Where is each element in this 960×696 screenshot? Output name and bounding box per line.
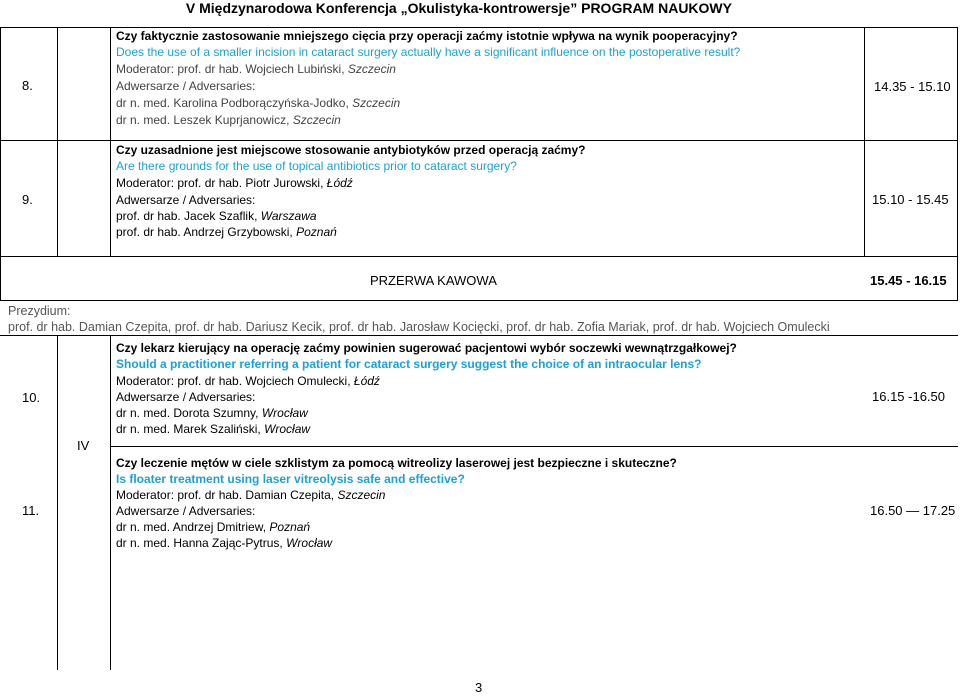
session-time: 14.35 - 15.10: [874, 79, 951, 94]
table-col-left: [0, 256, 1, 301]
table-border: [0, 300, 958, 301]
break-time: 15.45 - 16.15: [870, 273, 947, 288]
table-col-title: [110, 27, 111, 257]
moderator: Moderator: prof. dr hab. Damian Czepita, Szczecin: [116, 488, 386, 502]
session-number: 8.: [22, 78, 33, 93]
question-en: Should a practitioner referring a patient for cataract surgery suggest the choice of an intraocular lens?: [116, 357, 702, 371]
question-pl: Czy uzasadnione jest miejscowe stosowanie antybiotyków przed operacją zaćmy?: [116, 143, 586, 157]
adversaries-label: Adwersarze / Adversaries:: [116, 193, 256, 207]
speaker: dr n. med. Karolina Podborączyńska-Jodko, Szczecin: [116, 96, 401, 110]
session-time: 16.15 -16.50: [872, 389, 946, 404]
question-en: Does the use of a smaller incision in cataract surgery actually have a significant influence on the postoperative result?: [116, 45, 741, 59]
speaker: dr n. med. Hanna Zając-Pytrus, Wrocław: [116, 536, 333, 550]
table-col-num: [57, 335, 58, 670]
session-number: 9.: [22, 192, 33, 207]
moderator: Moderator: prof. dr hab. Wojciech Omulecki, Łódź: [116, 374, 380, 388]
presidium-label: Prezydium:: [8, 304, 71, 318]
table-col-right: [957, 27, 958, 257]
table-col-left: [0, 27, 1, 257]
question-en: Are there grounds for the use of topical antibiotics prior to cataract surgery?: [116, 159, 517, 173]
adversaries-label: Adwersarze / Adversaries:: [116, 504, 256, 518]
speaker: dr n. med. Marek Szaliński, Wrocław: [116, 422, 311, 436]
presidium-names: prof. dr hab. Damian Czepita, prof. dr hab. Dariusz Kecik, prof. dr hab. Jarosław Kocięcki, prof. dr hab. Zofia Mariak, prof. dr hab. Wojciech Omulecki: [8, 320, 830, 334]
table-border: [110, 256, 958, 257]
moderator: Moderator: prof. dr hab. Wojciech Lubiński, Szczecin: [116, 62, 396, 76]
question-pl: Czy leczenie mętów w ciele szklistym za pomocą witreolizy laserowej jest bezpieczne i skuteczne?: [116, 456, 677, 470]
table-col-time: [864, 27, 865, 257]
session-time: 15.10 - 15.45: [872, 192, 949, 207]
session-time: 16.50 — 17.25: [870, 503, 956, 518]
question-en: Is floater treatment using laser vitreolysis safe and effective?: [116, 472, 465, 486]
speaker: dr n. med. Dorota Szumny, Wrocław: [116, 406, 308, 420]
table-col-right: [957, 256, 958, 301]
table-border: [0, 335, 958, 336]
session-number: 10.: [22, 390, 41, 405]
table-row-divider: [110, 446, 958, 447]
session-number: 11.: [22, 503, 40, 518]
table-col-num: [57, 27, 58, 257]
moderator: Moderator: prof. dr hab. Piotr Jurowski, Łódź: [116, 176, 353, 190]
table-col-title: [110, 335, 111, 670]
page-title: V Międzynarodowa Konferencja „Okulistyka-kontrowersje” PROGRAM NAUKOWY: [185, 0, 732, 16]
speaker: dr n. med. Leszek Kuprjanowicz, Szczecin: [116, 113, 341, 127]
adversaries-label: Adwersarze / Adversaries:: [116, 390, 256, 404]
break-label: PRZERWA KAWOWA: [370, 273, 497, 288]
speaker: dr n. med. Andrzej Dmitriew, Poznań: [116, 520, 311, 534]
block-label: IV: [77, 438, 90, 453]
speaker: prof. dr hab. Jacek Szaflik, Warszawa: [116, 209, 317, 223]
speaker: prof. dr hab. Andrzej Grzybowski, Poznań: [116, 225, 337, 239]
question-pl: Czy faktycznie zastosowanie mniejszego cięcia przy operacji zaćmy istotnie wpływa na wynik pooperacyjny?: [116, 29, 738, 43]
page-number: 3: [475, 680, 483, 695]
question-pl: Czy lekarz kierujący na operację zaćmy powinien sugerować pacjentowi wybór soczewki wewnątrzgałkowej?: [116, 341, 737, 355]
table-row-divider: [0, 140, 958, 141]
adversaries-label: Adwersarze / Adversaries:: [116, 79, 256, 93]
